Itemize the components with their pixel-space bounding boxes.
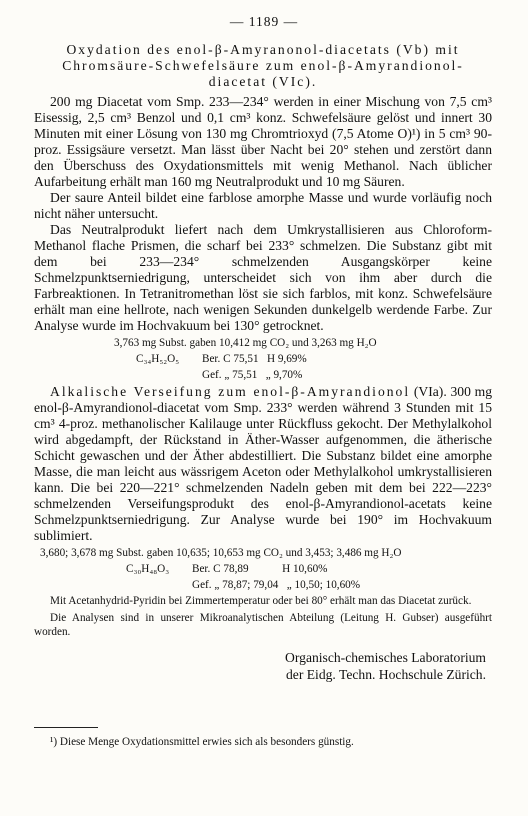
footnote: ¹) Diese Menge Oxydationsmittel erwies sich als besonders günstig. — [50, 736, 354, 748]
paragraph-saponification — [34, 384, 492, 544]
title-line-2: Chromsäure-Schwefelsäure zum enol-β-Amyrandionol- — [62, 58, 464, 73]
note-analyses: Die Analysen sind in unserer Mikroanalytischen Abteilung (Leitung H. Gubser) ausgeführt worden. — [34, 612, 492, 638]
page-number: — 1189 — — [229, 14, 299, 29]
title-line-1: Oxydation des enol-β-Amyranonol-diacetats (Vb) mit — [66, 42, 460, 57]
title-line-3: diacetat (VIc). — [208, 74, 318, 89]
formula: C₃₄H₅₂O₅ — [136, 353, 180, 365]
paragraph-acid-fraction: Der saure Anteil bildet eine farblose amorphe Masse und wurde vorläufig noch nicht näher untersucht. — [34, 190, 492, 221]
formula2: C₃₀H₄₈O₃ — [126, 563, 170, 575]
footnote-rule — [34, 727, 98, 728]
calc-values2: Ber. C 78,89 H 10,60% — [192, 563, 328, 575]
paragraph-neutral-product: Das Neutralprodukt liefert nach dem Umkrystallisieren aus Chloroform-Methanol flache Prismen, die scharf bei 233° schmelzen. Die Substanz gibt mit dem bei 233—234° schmelzenden Ausgangskörper keine Schmelzpunktserniedrigung, unterscheidet sich von ihm aber durch die Farbreaktionen. In Tetranitromethan löst sie sich farblos, mit konz. Schwefelsäure erhält man eine hellrote, nach wenigen Sekunden dunkelgelb werdende Farbe. Zur Analyse wurde im Hochvakuum bei 130° getrocknet. — [34, 222, 492, 333]
paragraph-procedure: 200 mg Diacetat vom Smp. 233—234° werden in einer Mischung von 7,5 cm³ Eisessig, 2,5 cm³ Benzol und 0,1 cm³ konz. Schwefelsäure gelöst und innert 30 Minuten mit einer Lösung von 130 mg Chromtrioxyd (7,5 Atome O)¹) in 5 cm³ 90-proz. Essigsäure versetzt. Man lässt über Nacht bei 20° stehen und zerstört dann den Überschuss des Oxydationsmittels mit wenig Methanol. Nach üblicher Aufarbeitung erhält man 160 mg Neutralprodukt und 10 mg Säuren. — [34, 94, 492, 189]
section-title-oxidation — [34, 42, 492, 90]
analysis2-line-2 — [34, 562, 492, 576]
analysis2-line-1: 3,680; 3,678 mg Subst. gaben 10,635; 10,653 mg CO₂ und 3,453; 3,486 mg H₂O — [40, 547, 402, 559]
signature-block — [34, 649, 492, 683]
signature-line-2: der Eidg. Techn. Hochschule Zürich. — [286, 667, 486, 682]
analysis2-line-3: Gef. „ 78,87; 79,04 „ 10,50; 10,60% — [192, 579, 361, 591]
analysis-line-1: 3,763 mg Subst. gaben 10,412 mg CO₂ und 3,263 mg H₂O — [114, 337, 377, 349]
note-diacetat: Mit Acetanhydrid-Pyridin bei Zimmertemperatur oder bei 80° erhält man das Diacetat zurück. — [50, 595, 472, 607]
analysis-line-2 — [34, 352, 492, 366]
signature-line-1: Organisch-chemisches Laboratorium — [285, 650, 486, 665]
article-body — [34, 42, 492, 683]
saponification-heading: Alkalische Verseifung zum enol-β-Amyrandionol — [50, 384, 411, 399]
calc-values: Ber. C 75,51 H 9,69% — [202, 353, 307, 365]
analysis-line-3: Gef. „ 75,51 „ 9,70% — [202, 369, 303, 381]
saponification-text: (VIa). 300 mg enol-β-Amyrandionol-diacetat vom Smp. 233° werden während 3 Stunden mit 15 cm³ 4-proz. methanolischer Kalilauge unter Rückfluss gekocht. Der Methylalkohol wird abgedampft, der Rückstand in Äther-Wasser aufgenommen, die ätherische Schicht gewaschen und der Äther abdestilliert. Die Substanz bildet eine amorphe Masse, die man leicht aus wässrigem Aceton oder Methylalkohol umkrystallisieren kann. Die bei 220—221° schmelzenden Nadeln geben mit dem bei 222—223° schmelzenden Verseifungsprodukt des enol-β-Amyrandionol-acetats keine Schmelzpunktserniedrigung. Zur Analyse wurde bei 190° im Hochvakuum sublimiert. — [34, 384, 492, 543]
